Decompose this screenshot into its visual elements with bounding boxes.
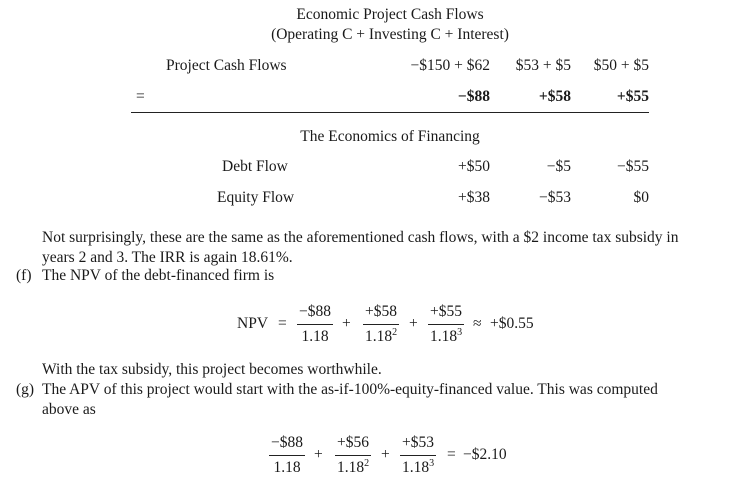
numerator: +$58 <box>365 303 397 320</box>
equals-sign: = <box>447 446 456 463</box>
numerator: −$88 <box>271 434 303 451</box>
fraction-term-3 <box>428 303 464 346</box>
debt-flow-label: Debt Flow <box>222 158 288 175</box>
denominator: 1.18 <box>301 328 329 345</box>
denominator <box>337 459 369 477</box>
equity-flow-year2: −$53 <box>539 189 571 206</box>
paragraph-line: above as <box>42 401 96 418</box>
denominator <box>430 328 462 346</box>
denominator <box>365 328 397 346</box>
item-marker-f: (f) <box>16 267 32 284</box>
debt-flow-year2: −$5 <box>546 158 571 175</box>
table-divider <box>131 112 649 113</box>
fraction-bar <box>297 324 333 325</box>
plus-sign: + <box>314 446 323 463</box>
net-flow-year1: −$88 <box>457 88 490 105</box>
apv-result: −$2.10 <box>463 446 507 463</box>
fraction-bar <box>363 324 399 325</box>
denominator-base: 1.18 <box>364 328 393 345</box>
net-flow-year2: +$58 <box>538 88 571 105</box>
table-subtitle: (Operating C + Investing C + Interest) <box>271 26 509 43</box>
equals-sign: = <box>278 315 287 332</box>
exponent: 3 <box>457 327 463 338</box>
fraction-bar <box>335 455 371 456</box>
cash-flow-year2: $53 + $5 <box>515 57 571 74</box>
numerator: +$55 <box>430 303 462 320</box>
paragraph-line: Not surprisingly, these are the same as the aforementioned cash flows, with a $2 income tax subsidy in <box>42 229 679 246</box>
paragraph-line: With the tax subsidy, this project becomes worthwhile. <box>42 361 382 378</box>
item-marker-g: (g) <box>16 381 35 398</box>
exponent: 2 <box>392 327 398 338</box>
numerator: −$88 <box>299 303 331 320</box>
exponent: 3 <box>429 458 435 469</box>
fraction-term-1 <box>269 434 305 477</box>
denominator-base: 1.18 <box>429 328 458 345</box>
table-title: Economic Project Cash Flows <box>296 6 484 23</box>
numerator: +$56 <box>337 434 369 451</box>
fraction-bar <box>269 455 305 456</box>
fraction-bar <box>428 324 464 325</box>
equity-flow-label: Equity Flow <box>217 189 295 206</box>
fraction-term-2 <box>335 434 371 477</box>
net-flow-year3: +$55 <box>616 88 649 105</box>
financing-title: The Economics of Financing <box>300 128 480 145</box>
debt-flow-year1: +$50 <box>458 158 490 175</box>
equity-flow-year3: $0 <box>633 189 649 206</box>
fraction-term-2 <box>363 303 399 346</box>
plus-sign: + <box>381 446 390 463</box>
fraction-term-3 <box>400 434 436 477</box>
exponent: 2 <box>364 458 370 469</box>
item-g-text: The APV of this project would start with the as-if-100%-equity-financed value. This was computed <box>42 381 658 398</box>
debt-flow-year3: −$55 <box>617 158 649 175</box>
denominator: 1.18 <box>273 459 301 476</box>
npv-result: +$0.55 <box>490 315 534 332</box>
numerator: +$53 <box>402 434 434 451</box>
equals-sign: = <box>136 88 145 105</box>
plus-sign: + <box>409 315 418 332</box>
fraction-term-1 <box>297 303 333 346</box>
denominator <box>402 459 434 477</box>
approx-sign: ≈ <box>473 315 482 332</box>
denominator-base: 1.18 <box>401 459 430 476</box>
cash-flow-year3: $50 + $5 <box>593 57 649 74</box>
project-cash-flows-label: Project Cash Flows <box>166 57 287 74</box>
paragraph-line: years 2 and 3. The IRR is again 18.61%. <box>42 249 293 266</box>
plus-sign: + <box>342 315 351 332</box>
npv-label: NPV <box>237 315 269 332</box>
item-f-text: The NPV of the debt-financed firm is <box>42 267 275 284</box>
fraction-bar <box>400 455 436 456</box>
denominator-base: 1.18 <box>336 459 365 476</box>
equity-flow-year1: +$38 <box>458 189 490 206</box>
cash-flow-year1: −$150 + $62 <box>410 57 490 74</box>
